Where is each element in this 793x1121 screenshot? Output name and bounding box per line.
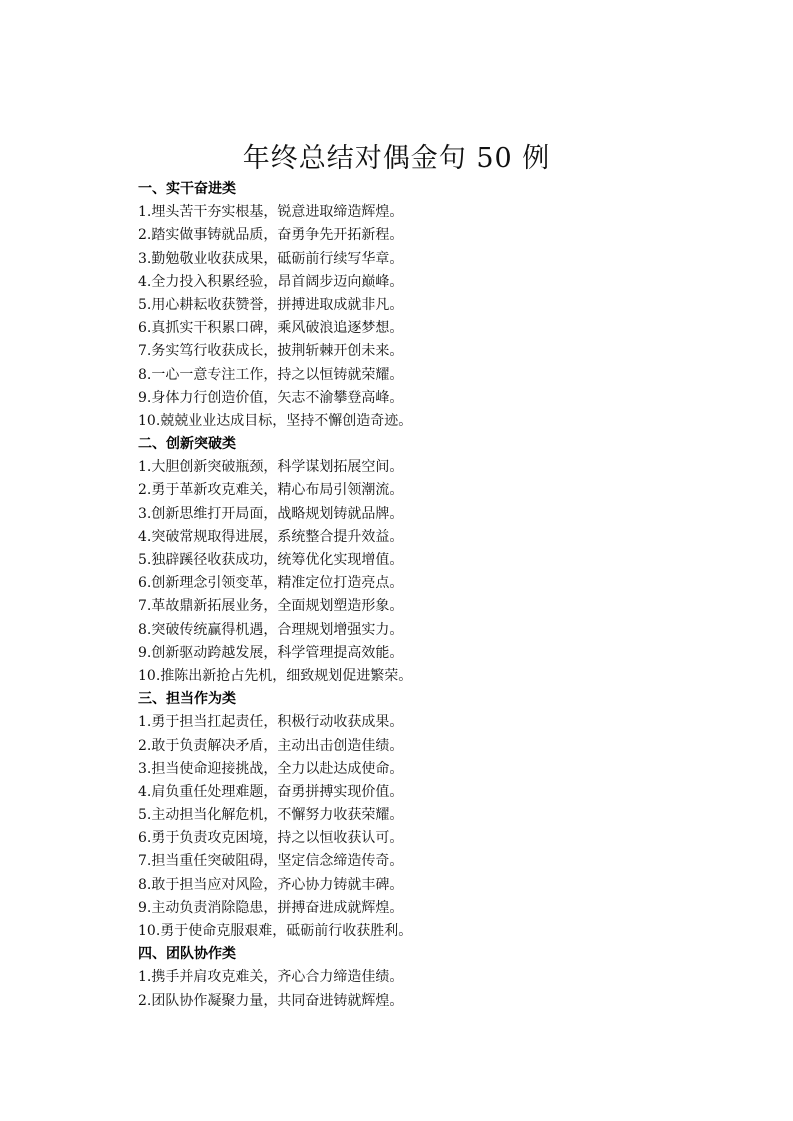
section-heading: 四、团队协作类: [138, 946, 236, 963]
list-item: 4.全力投入积累经验，昂首阔步迈向巅峰。: [138, 273, 404, 290]
list-item: 8.一心一意专注工作，持之以恒铸就荣耀。: [138, 366, 404, 383]
list-item: 10.兢兢业业达成目标，坚持不懈创造奇迹。: [138, 412, 413, 429]
list-item: 9.身体力行创造价值，矢志不渝攀登高峰。: [138, 389, 404, 406]
list-item: 3.担当使命迎接挑战，全力以赴达成使命。: [138, 760, 404, 777]
list-item: 7.务实笃行收获成长，披荆斩棘开创未来。: [138, 343, 404, 360]
list-item: 8.敢于担当应对风险，齐心协力铸就丰碑。: [138, 876, 404, 893]
list-item: 1.埋头苦干夯实根基，锐意进取缔造辉煌。: [138, 204, 404, 221]
list-item: 7.革故鼎新拓展业务，全面规划塑造形象。: [138, 598, 404, 615]
list-item: 6.创新理念引领变革，精准定位打造亮点。: [138, 575, 404, 592]
list-item: 1.携手并肩攻克难关，齐心合力缔造佳绩。: [138, 969, 404, 986]
section-heading: 三、担当作为类: [138, 691, 236, 708]
list-item: 1.勇于担当扛起责任，积极行动收获成果。: [138, 714, 404, 731]
list-item: 2.勇于革新攻克难关，精心布局引领潮流。: [138, 482, 404, 499]
list-item: 9.主动负责消除隐患，拼搏奋进成就辉煌。: [138, 899, 404, 916]
list-item: 3.勤勉敬业收获成果，砥砺前行续写华章。: [138, 250, 404, 267]
list-item: 9.创新驱动跨越发展，科学管理提高效能。: [138, 644, 404, 661]
list-item: 4.肩负重任处理难题，奋勇拼搏实现价值。: [138, 783, 404, 800]
list-item: 4.突破常规取得进展，系统整合提升效益。: [138, 528, 404, 545]
list-item: 7.担当重任突破阻碍，坚定信念缔造传奇。: [138, 853, 404, 870]
list-item: 6.勇于负责攻克困境，持之以恒收获认可。: [138, 830, 404, 847]
section-heading: 一、实干奋进类: [138, 181, 236, 197]
list-item: 10.勇于使命克服艰难，砥砺前行收获胜利。: [138, 923, 413, 939]
document-body: [138, 178, 658, 1013]
list-item: 2.踏实做事铸就品质，奋勇争先开拓新程。: [138, 227, 404, 244]
list-item: 2.敢于负责解决矛盾，主动出击创造佳绩。: [138, 737, 404, 754]
list-item: 1.大胆创新突破瓶颈，科学谋划拓展空间。: [138, 459, 404, 476]
list-item: 8.突破传统赢得机遇，合理规划增强实力。: [138, 621, 404, 638]
list-item: 5.主动担当化解危机，不懈努力收获荣耀。: [138, 807, 404, 824]
list-item: 5.独辟蹊径收获成功，统筹优化实现增值。: [138, 552, 404, 568]
list-item: 3.创新思维打开局面，战略规划铸就品牌。: [138, 505, 404, 522]
list-item: 2.团队协作凝聚力量，共同奋进铸就辉煌。: [138, 992, 404, 1009]
list-item: 10.推陈出新抢占先机，细致规划促进繁荣。: [138, 667, 413, 684]
section-heading: 二、创新突破类: [138, 436, 236, 453]
document-title: 年终总结对偶金句 50 例: [242, 143, 551, 174]
list-item: 5.用心耕耘收获赞誉，拼搏进取成就非凡。: [138, 296, 404, 313]
list-item: 6.真抓实干积累口碑，乘风破浪追逐梦想。: [138, 320, 404, 337]
